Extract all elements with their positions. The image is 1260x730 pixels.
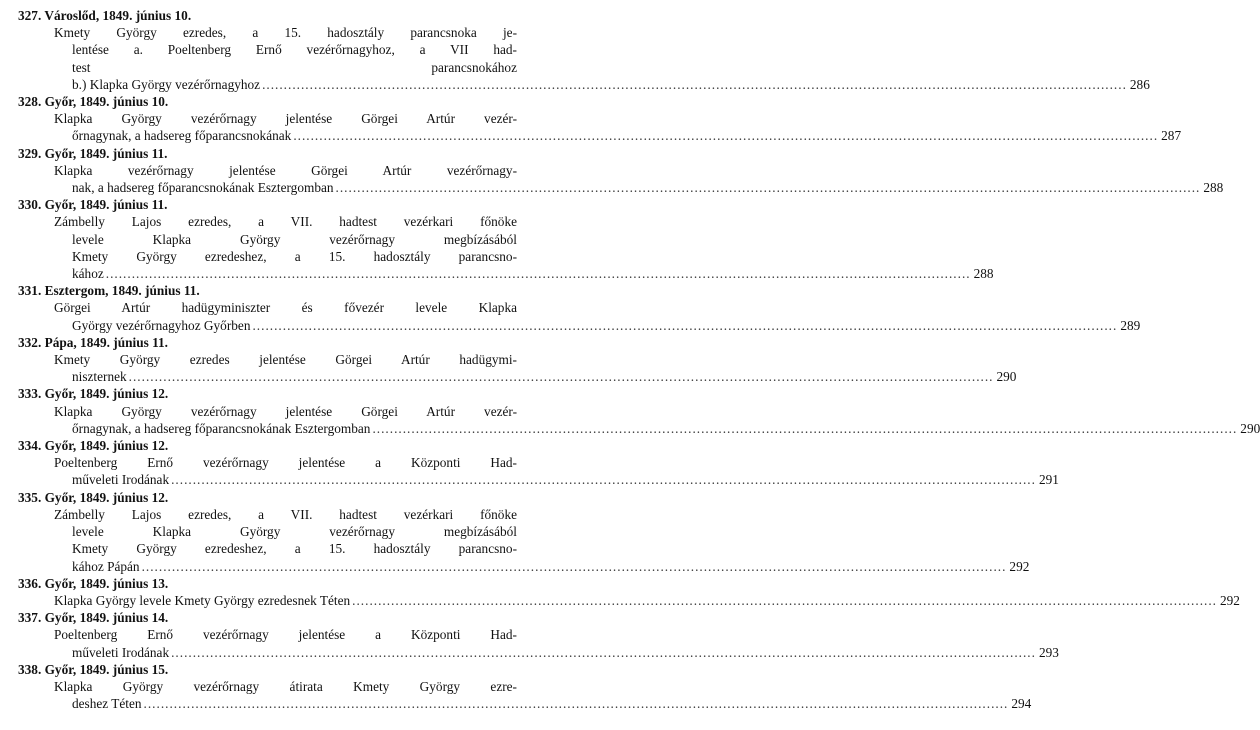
entry-description-line: levele Klapka György vezérőrnagy megbízásából	[72, 524, 517, 540]
dot-leader: ........................................................................................................................................................................................................	[143, 696, 1009, 712]
dot-leader: ........................................................................................................................................................................................................	[352, 592, 1217, 608]
page-number: 287	[1161, 128, 1182, 144]
entry-heading: 328. Győr, 1849. június 10.	[18, 94, 169, 110]
entry-description-line: test parancsnokához	[72, 59, 517, 75]
entry-description-line: Poeltenberg Ernő vezérőrnagy jelentése a Központi Had-	[54, 455, 517, 471]
entry-description-line: Kmety György ezredes, a 15. hadosztály parancsnoka je-	[54, 25, 517, 41]
entry-heading: 336. Győr, 1849. június 13.	[18, 575, 169, 591]
dot-leader: ........................................................................................................................................................................................................	[171, 472, 1036, 488]
toc-entry	[18, 575, 1240, 609]
entry-description-line: Klapka György vezérőrnagy jelentése Görgei Artúr vezér-	[54, 111, 517, 127]
page-number: 290	[996, 369, 1017, 385]
page-number: 293	[1038, 644, 1059, 660]
entry-heading: 332. Pápa, 1849. június 11.	[18, 334, 168, 350]
entry-last-line	[18, 368, 1017, 385]
entry-heading: 333. Győr, 1849. június 12.	[18, 386, 169, 402]
entry-description-line: őrnagynak, a hadsereg főparancsnokának	[72, 128, 292, 144]
entry-description-line: b.) Klapka György vezérőrnagyhoz	[72, 76, 261, 92]
entry-description-line: Poeltenberg Ernő vezérőrnagy jelentése a Központi Had-	[54, 627, 517, 643]
entry-description-line: Kmety György ezredeshez, a 15. hadosztály parancsno-	[72, 248, 517, 264]
entry-description-line: nak, a hadsereg főparancsnokának Esztergomban	[72, 180, 334, 196]
dot-leader: ........................................................................................................................................................................................................	[335, 180, 1201, 196]
toc-entry	[18, 489, 1030, 575]
page-number: 292	[1219, 592, 1240, 608]
entry-last-line	[18, 558, 1030, 575]
page-number: 289	[1120, 317, 1141, 333]
entry-description-line: niszternek	[72, 369, 127, 385]
entry-description-line: Zámbelly Lajos ezredes, a VII. hadtest vezérkari főnöke	[54, 214, 517, 230]
table-of-contents	[18, 7, 1260, 712]
dot-leader: ........................................................................................................................................................................................................	[372, 420, 1238, 436]
entry-description-line: György vezérőrnagyhoz Győrben	[72, 317, 251, 333]
entry-description-line: Klapka György vezérőrnagy átirata Kmety György ezre-	[54, 678, 517, 694]
toc-entry	[18, 437, 1059, 489]
toc-entry	[18, 282, 1141, 334]
entry-heading: 335. Győr, 1849. június 12.	[18, 489, 169, 505]
entry-description-line: műveleti Irodának	[72, 644, 170, 660]
toc-entry	[18, 7, 1150, 93]
toc-entry	[18, 93, 1182, 145]
entry-last-line	[18, 179, 1224, 196]
toc-entry	[18, 334, 1017, 386]
entry-description-line: deshez Téten	[72, 696, 142, 712]
dot-leader: ........................................................................................................................................................................................................	[128, 369, 994, 385]
entry-description-line: Klapka György levele Kmety György ezredesnek Téten	[54, 592, 351, 608]
entry-heading: 331. Esztergom, 1849. június 11.	[18, 283, 200, 299]
entry-description-line: Klapka György vezérőrnagy jelentése Görgei Artúr vezér-	[54, 403, 517, 419]
entry-last-line	[18, 265, 994, 282]
page-number: 288	[1203, 180, 1224, 196]
entry-heading: 327. Városlőd, 1849. június 10.	[18, 8, 192, 23]
entry-last-line	[18, 127, 1182, 144]
entry-heading: 334. Győr, 1849. június 12.	[18, 438, 169, 454]
entry-last-line	[18, 644, 1059, 661]
entry-heading: 330. Győr, 1849. június 11.	[18, 197, 168, 213]
dot-leader: ........................................................................................................................................................................................................	[171, 644, 1036, 660]
entry-last-line	[18, 471, 1059, 488]
entry-last-line	[18, 76, 1150, 93]
dot-leader: ........................................................................................................................................................................................................	[141, 558, 1007, 574]
page-number: 292	[1009, 558, 1030, 574]
entry-description-line: Kmety György ezredeshez, a 15. hadosztály parancsno-	[72, 541, 517, 557]
dot-leader: ........................................................................................................................................................................................................	[293, 128, 1159, 144]
page-number: 288	[973, 266, 994, 282]
entry-description-line: lentése a. Poeltenberg Ernő vezérőrnagyhoz, a VII had-	[72, 42, 517, 58]
entry-last-line	[18, 592, 1240, 609]
entry-description-line: műveleti Irodának	[72, 472, 170, 488]
entry-description-line: Klapka vezérőrnagy jelentése Görgei Artúr vezérőrnagy-	[54, 162, 517, 178]
dot-leader: ........................................................................................................................................................................................................	[105, 266, 971, 282]
entry-description-line: kához	[72, 266, 104, 282]
toc-entry	[18, 661, 1032, 713]
entry-description-line: Görgei Artúr hadügyminiszter és fővezér levele Klapka	[54, 300, 517, 316]
page-number: 294	[1011, 696, 1032, 712]
entry-heading: 337. Győr, 1849. június 14.	[18, 610, 169, 626]
entry-last-line	[18, 317, 1141, 334]
toc-entry	[18, 196, 994, 282]
entry-heading: 338. Győr, 1849. június 15.	[18, 661, 169, 677]
toc-entry	[18, 609, 1059, 661]
entry-description-line: Kmety György ezredes jelentése Görgei Artúr hadügymi-	[54, 352, 517, 368]
entry-description-line: őrnagynak, a hadsereg főparancsnokának Esztergomban	[72, 420, 371, 436]
entry-description-line: levele Klapka György vezérőrnagy megbízásából	[72, 231, 517, 247]
page-number: 290	[1240, 420, 1260, 436]
dot-leader: ........................................................................................................................................................................................................	[262, 76, 1127, 92]
entry-description-line: Zámbelly Lajos ezredes, a VII. hadtest vezérkari főnöke	[54, 506, 517, 522]
toc-entry	[18, 145, 1224, 197]
entry-last-line	[18, 695, 1032, 712]
page-number: 291	[1038, 472, 1059, 488]
entry-last-line	[18, 420, 1260, 437]
entry-heading: 329. Győr, 1849. június 11.	[18, 145, 168, 161]
page-number: 286	[1129, 76, 1150, 92]
entry-description-line: kához Pápán	[72, 558, 140, 574]
dot-leader: ........................................................................................................................................................................................................	[252, 317, 1118, 333]
toc-entry	[18, 385, 1260, 437]
